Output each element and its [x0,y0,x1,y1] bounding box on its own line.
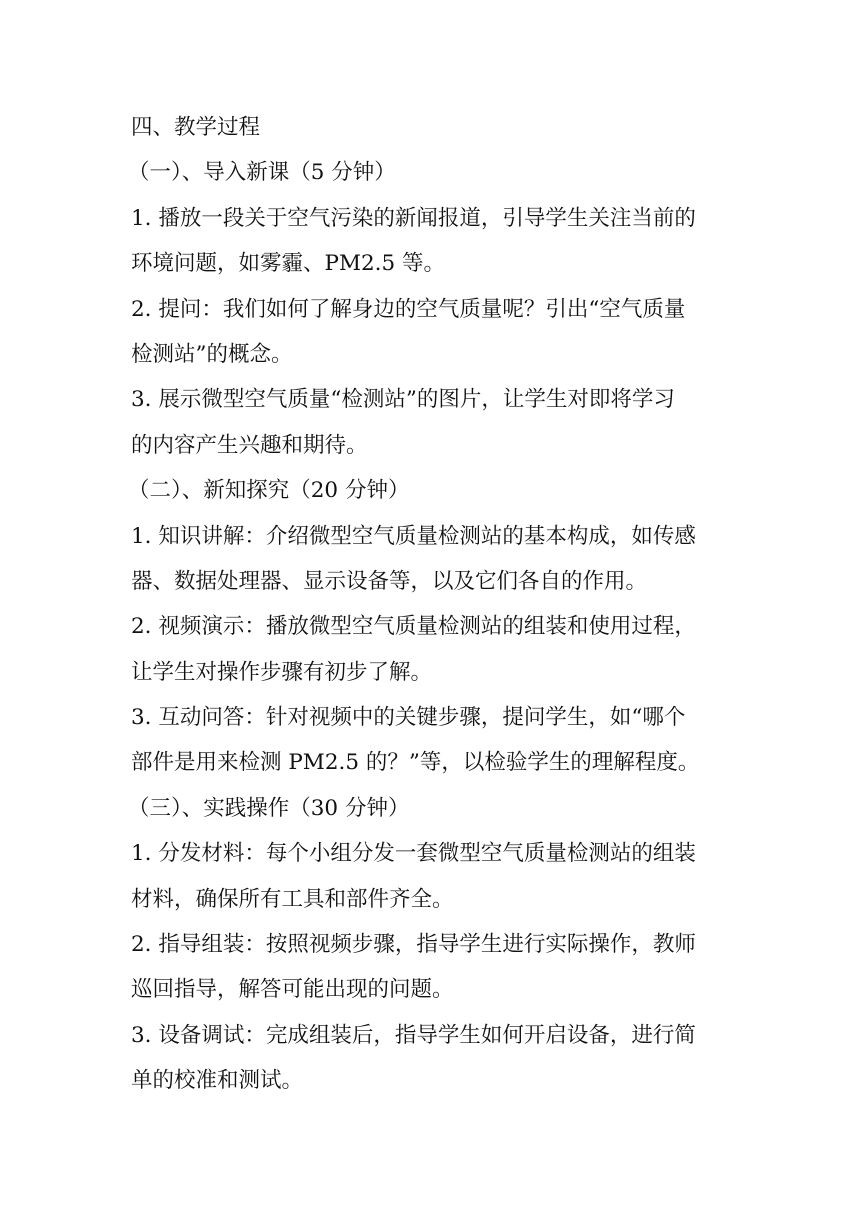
paragraph-line: 器、数据处理器、显示设备等，以及它们各自的作用。 [131,568,648,594]
paragraph-line: 2. 视频演示：播放微型空气质量检测站的组装和使用过程， [131,614,696,640]
paragraph-line: 让学生对操作步骤有初步了解。 [131,659,433,685]
paragraph-line: 巡回指导，解答可能出现的问题。 [131,977,454,1003]
paragraph-line: 检测站”的概念。 [131,341,293,367]
paragraph-line: 环境问题，如雾霾、PM2.5 等。 [131,251,446,277]
paragraph-line: 1. 分发材料：每个小组分发一套微型空气质量检测站的组装 [131,841,696,867]
document-body [128,105,737,1104]
paragraph-line: 3. 设备调试：完成组装后，指导学生如何开启设备，进行简 [131,1022,696,1048]
paragraph-line: 2. 提问：我们如何了解身边的空气质量呢？引出“空气质量 [131,296,686,322]
subsection-title-practice: （三）、实践操作（30 分钟） [128,795,410,821]
paragraph-line: 1. 播放一段关于空气污染的新闻报道，引导学生关注当前的 [131,205,696,231]
paragraph-line: 3. 互动问答：针对视频中的关键步骤，提问学生，如“哪个 [131,705,686,731]
paragraph-line: 部件是用来检测 PM2.5 的？”等，以检验学生的理解程度。 [131,750,700,776]
paragraph-line: 单的校准和测试。 [131,1068,304,1094]
paragraph-line: 1. 知识讲解：介绍微型空气质量检测站的基本构成，如传感 [131,523,696,549]
paragraph-line: 3. 展示微型空气质量“检测站”的图片，让学生对即将学习 [131,387,675,413]
subsection-title-explore: （二）、新知探究（20 分钟） [128,478,410,504]
paragraph-line: 2. 指导组装：按照视频步骤，指导学生进行实际操作，教师 [131,932,696,958]
subsection-title-intro: （一）、导入新课（5 分钟） [128,160,396,186]
paragraph-line: 材料，确保所有工具和部件齐全。 [131,886,454,912]
paragraph-line: 的内容产生兴趣和期待。 [131,432,368,458]
section-heading: 四、教学过程 [131,115,261,140]
